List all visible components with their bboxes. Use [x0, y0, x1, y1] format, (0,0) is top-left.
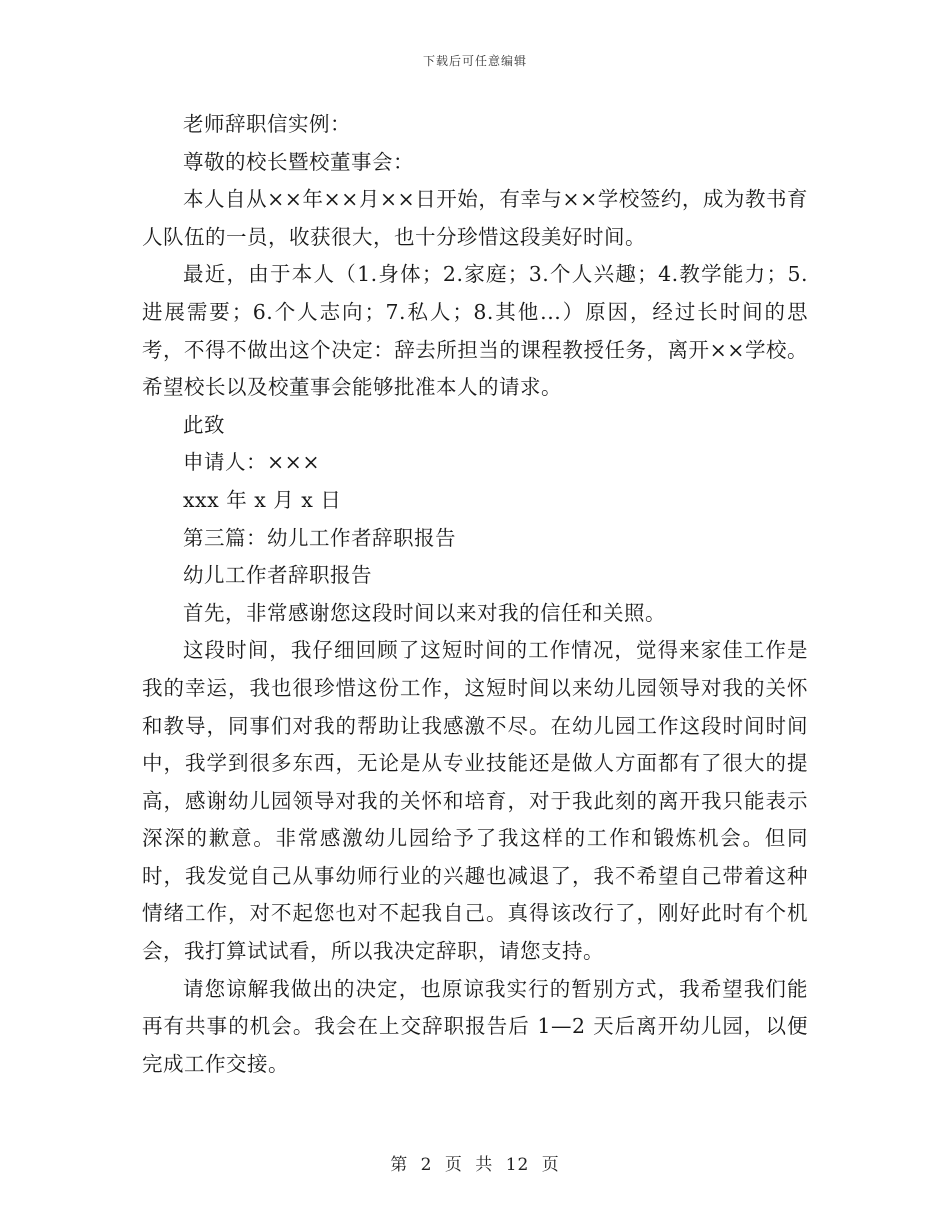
report-title: 幼儿工作者辞职报告 [183, 563, 372, 588]
date-line: xxx 年 x 月 x 日 [183, 487, 342, 512]
letter-heading: 老师辞职信实例： [183, 112, 351, 136]
letter-salutation: 尊敬的校长暨校董事会： [183, 149, 414, 174]
page-indicator: 第 2 页 共 12 页 [390, 1155, 560, 1175]
header-note: 下载后可任意编辑 [422, 54, 527, 68]
paragraph: 本人自从××年××月××日开始，有幸与××学校签约，成为教书育人队伍的一员，收获很大，也十分珍惜这段美好时间。 [142, 187, 808, 249]
paragraph: 首先，非常感谢您这段时间以来对我的信任和关照。 [183, 600, 666, 625]
paragraph: 这段时间，我仔细回顾了这短时间的工作情况，觉得来家佳工作是我的幸运，我也很珍惜这份工作，这短时间以来幼儿园领导对我的关怀和教导，同事们对我的帮助让我感激不尽。在幼儿园工作这段时间时间中，我学到很多东西，无论是从专业技能还是做人方面都有了很大的提高，感谢幼儿园领导对我的关怀和培育，对于我此刻的离开我只能表示深深的歉意。非常感激幼儿园给予了我这样的工作和锻炼机会。但同时，我发觉自己从事幼师行业的兴趣也减退了，我不希望自己带着这种情绪工作，对不起您也对不起我自己。真得该改行了，刚好此时有个机会，我打算试试看，所以我决定辞职，请您支持。 [142, 638, 808, 964]
document-body [142, 106, 808, 1083]
section-title: 第三篇：幼儿工作者辞职报告 [183, 525, 456, 550]
closing: 此致 [183, 412, 225, 437]
paragraph: 最近，由于本人（1.身体；2.家庭；3.个人兴趣；4.教学能力；5.进展需要；6.个人志向；7.私人；8.其他...）原因，经过长时间的思考，不得不做出这个决定：辞去所担当的课程教授任务，离开××学校。希望校长以及校董事会能够批准本人的请求。 [142, 262, 808, 400]
applicant-line: 申请人：××× [183, 450, 321, 475]
paragraph: 请您谅解我做出的决定，也原谅我实行的暂别方式，我希望我们能再有共事的机会。我会在上交辞职报告后 1—2 天后离开幼儿园，以便完成工作交接。 [142, 976, 808, 1076]
